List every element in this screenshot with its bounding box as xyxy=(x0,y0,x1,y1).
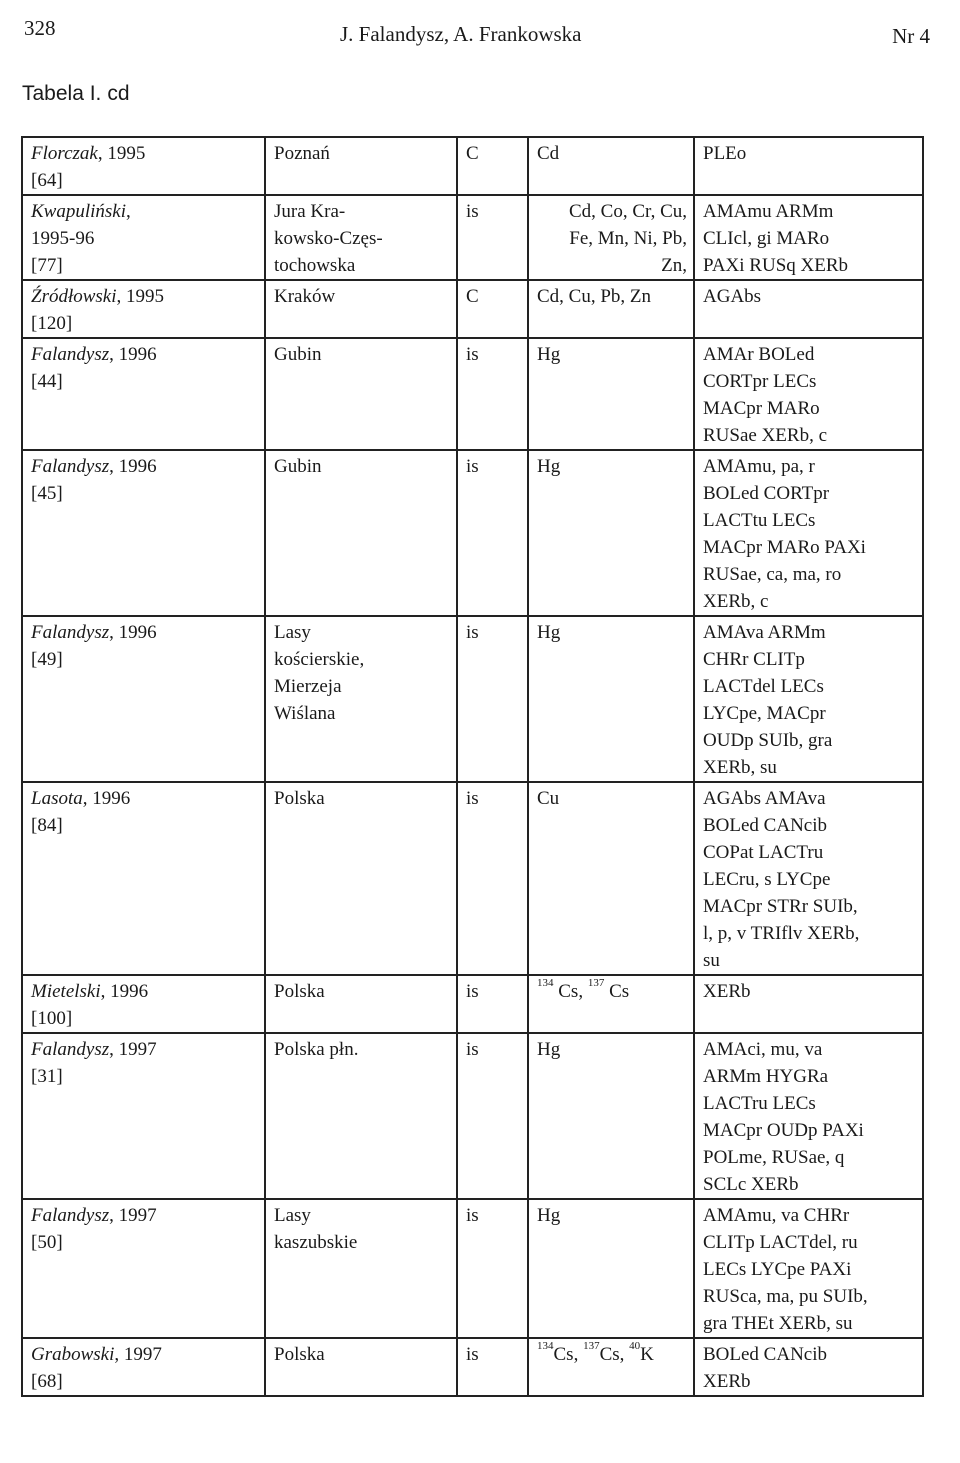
table-body xyxy=(22,137,923,1396)
species-line: SCLc XERb xyxy=(703,1174,799,1195)
region-line: Lasy xyxy=(274,1205,311,1226)
species-line: RUSae, ca, ma, ro xyxy=(703,564,842,585)
author-cell xyxy=(22,338,265,450)
element-line: Hg xyxy=(537,456,561,477)
author-name: Grabowski xyxy=(31,1344,115,1365)
isotope-symbol: Cs xyxy=(604,981,630,1002)
species-line: AGAbs AMAva xyxy=(703,788,826,809)
author-name: Mietelski xyxy=(31,981,101,1002)
issue-number: Nr 4 xyxy=(892,24,930,48)
author-cell xyxy=(22,280,265,338)
species-line: PAXi RUSq XERb xyxy=(703,255,849,276)
table-row xyxy=(22,1199,923,1338)
table-row xyxy=(22,450,923,616)
species-cell xyxy=(694,1033,923,1199)
region-line: Polska xyxy=(274,788,325,809)
author-year: , 1996 xyxy=(82,788,131,809)
author-citation xyxy=(31,198,258,225)
region-cell xyxy=(265,975,457,1033)
species-line: RUSae XERb, c xyxy=(703,425,828,446)
region-line: kowsko-Częs- xyxy=(274,228,383,249)
species-line: BOLed CANcib xyxy=(703,815,828,836)
species-line: LACTru LECs xyxy=(703,1093,816,1114)
table-row xyxy=(22,338,923,450)
isotope-symbol: Cs, xyxy=(553,981,588,1002)
author-cell xyxy=(22,616,265,782)
species-line: AMAmu, pa, r xyxy=(703,456,815,477)
species-line: gra THEt XERb, su xyxy=(703,1313,853,1334)
species-line: AMAva ARMm xyxy=(703,622,826,643)
site-type-cell: C xyxy=(457,137,528,195)
author-name: Florczak xyxy=(31,143,98,164)
species-cell xyxy=(694,280,923,338)
reference-number: [120] xyxy=(31,313,73,334)
species-line: XERb xyxy=(703,981,751,1002)
isotope-mass: 137 xyxy=(583,1340,600,1352)
table-row xyxy=(22,1338,923,1396)
site-type-cell: is xyxy=(457,1199,528,1338)
region-cell xyxy=(265,782,457,975)
species-line: MACpr MARo PAXi xyxy=(703,537,866,558)
elements-cell xyxy=(528,450,694,616)
isotope-symbol: K xyxy=(640,1344,654,1365)
element-line: Cd, Co, Cr, Cu, xyxy=(568,201,687,222)
region-cell xyxy=(265,137,457,195)
author-cell xyxy=(22,195,265,280)
site-type-cell: is xyxy=(457,975,528,1033)
isotope-symbol: Cs, xyxy=(599,1344,630,1365)
species-line: MACpr OUDp PAXi xyxy=(703,1120,864,1141)
species-cell xyxy=(694,975,923,1033)
author-cell xyxy=(22,137,265,195)
author-citation xyxy=(31,140,258,167)
species-line: ARMm HYGRa xyxy=(703,1066,829,1087)
isotope-line xyxy=(537,978,687,1005)
species-line: AMAr BOLed xyxy=(703,344,815,365)
species-cell xyxy=(694,338,923,450)
author-name: Falandysz xyxy=(31,344,110,365)
region-cell xyxy=(265,1199,457,1338)
reference-number: [77] xyxy=(31,255,63,276)
reference-number: [45] xyxy=(31,483,63,504)
species-line: CLITp LACTdel, ru xyxy=(703,1232,858,1253)
elements-cell xyxy=(528,1338,694,1396)
region-cell xyxy=(265,1033,457,1199)
elements-cell xyxy=(528,782,694,975)
author-cell xyxy=(22,782,265,975)
author-citation xyxy=(31,341,258,368)
reference-table xyxy=(21,136,924,1397)
region-line: Polska xyxy=(274,1344,325,1365)
species-line: CLIcl, gi MARo xyxy=(703,228,830,249)
author-cell xyxy=(22,450,265,616)
author-year: , 1997 xyxy=(114,1344,162,1365)
elements-cell xyxy=(528,975,694,1033)
reference-number: [31] xyxy=(31,1066,63,1087)
region-cell xyxy=(265,450,457,616)
author-citation xyxy=(31,785,258,812)
region-line: Polska płn. xyxy=(274,1039,359,1060)
region-line: Mierzeja xyxy=(274,676,342,697)
site-type-cell: is xyxy=(457,782,528,975)
region-line: Gubin xyxy=(274,456,322,477)
species-line: su xyxy=(703,950,720,971)
author-year: , 1996 xyxy=(109,344,157,365)
species-line: l, p, v TRIflv XERb, xyxy=(703,923,860,944)
site-type-cell: is xyxy=(457,1338,528,1396)
running-header-authors: J. Falandysz, A. Frankowska xyxy=(340,22,582,46)
table-row xyxy=(22,137,923,195)
reference-number: [50] xyxy=(31,1232,63,1253)
table-caption-suffix: cd xyxy=(107,82,130,105)
author-year: , 1995 xyxy=(116,286,165,307)
page-number: 328 xyxy=(24,16,56,40)
site-type-cell: is xyxy=(457,616,528,782)
author-cell xyxy=(22,1338,265,1396)
reference-number: [49] xyxy=(31,649,63,670)
species-cell xyxy=(694,195,923,280)
author-year: , 1996 xyxy=(109,456,157,477)
table-row xyxy=(22,280,923,338)
region-cell xyxy=(265,338,457,450)
site-type-cell: is xyxy=(457,338,528,450)
region-line: Poznań xyxy=(274,143,330,164)
species-line: COPat LACTru xyxy=(703,842,824,863)
site-type-cell: is xyxy=(457,195,528,280)
species-line: AMAmu, va CHRr xyxy=(703,1205,850,1226)
author-cell xyxy=(22,1033,265,1199)
species-line: LECs LYCpe PAXi xyxy=(703,1259,852,1280)
isotope-mass: 134 xyxy=(537,1340,554,1352)
element-line: Cd xyxy=(537,143,560,164)
table-caption-label: Tabela I. xyxy=(22,82,102,105)
author-year: , 1997 xyxy=(109,1205,157,1226)
species-cell xyxy=(694,1338,923,1396)
author-year: , 1996 xyxy=(109,622,157,643)
table-row xyxy=(22,782,923,975)
region-line: Lasy xyxy=(274,622,311,643)
isotope-mass: 40 xyxy=(629,1340,641,1352)
region-line: Polska xyxy=(274,981,325,1002)
author-year: , 1997 xyxy=(109,1039,157,1060)
species-line: CHRr CLITp xyxy=(703,649,805,670)
element-line: Hg xyxy=(537,344,561,365)
author-citation xyxy=(31,619,258,646)
species-line: XERb xyxy=(703,1371,751,1392)
reference-number: [68] xyxy=(31,1371,63,1392)
author-name: Kwapuliński xyxy=(31,201,127,222)
species-line: AGAbs xyxy=(703,286,762,307)
species-line: LECru, s LYCpe xyxy=(703,869,831,890)
species-line: OUDp SUIb, gra xyxy=(703,730,833,751)
species-line: PLEo xyxy=(703,143,747,164)
elements-cell xyxy=(528,195,694,280)
species-cell xyxy=(694,450,923,616)
species-line: LACTtu LECs xyxy=(703,510,816,531)
table-row xyxy=(22,1033,923,1199)
author-name: Źródłowski xyxy=(31,286,117,307)
author-year: , 1995 xyxy=(97,143,146,164)
author-name: Falandysz xyxy=(31,622,110,643)
element-line: Hg xyxy=(537,622,561,643)
isotope-mass: 134 xyxy=(537,977,554,989)
reference-number: [64] xyxy=(31,170,63,191)
region-cell xyxy=(265,1338,457,1396)
element-line: Hg xyxy=(537,1205,561,1226)
region-line: Wiślana xyxy=(274,703,336,724)
region-cell xyxy=(265,280,457,338)
element-line: Cu xyxy=(537,788,560,809)
region-cell xyxy=(265,616,457,782)
element-line: Fe, Mn, Ni, Pb, xyxy=(569,228,687,249)
reference-number: [100] xyxy=(31,1008,73,1029)
author-citation xyxy=(31,453,258,480)
author-name: Falandysz xyxy=(31,1039,110,1060)
species-line: AMAmu ARMm xyxy=(703,201,834,222)
elements-cell xyxy=(528,616,694,782)
author-name: Falandysz xyxy=(31,1205,110,1226)
elements-cell xyxy=(528,338,694,450)
element-line: Cd, Cu, Pb, Zn xyxy=(537,286,652,307)
species-line: XERb, c xyxy=(703,591,769,612)
author-name: Falandysz xyxy=(31,456,110,477)
species-line: CORTpr LECs xyxy=(703,371,817,392)
site-type-cell: C xyxy=(457,280,528,338)
species-line: MACpr MARo xyxy=(703,398,820,419)
author-name: Lasota xyxy=(31,788,83,809)
author-year: , xyxy=(126,201,131,222)
region-line: Kraków xyxy=(274,286,336,307)
species-line: RUSca, ma, pu SUIb, xyxy=(703,1286,868,1307)
author-year: , 1996 xyxy=(100,981,149,1002)
author-citation xyxy=(31,978,258,1005)
region-line: tochowska xyxy=(274,255,356,276)
species-cell xyxy=(694,782,923,975)
author-citation xyxy=(31,1202,258,1229)
table-row xyxy=(22,616,923,782)
site-type-cell: is xyxy=(457,1033,528,1199)
elements-cell xyxy=(528,1033,694,1199)
author-citation xyxy=(31,1341,258,1368)
element-line: Hg xyxy=(537,1039,561,1060)
author-cell xyxy=(22,1199,265,1338)
author-year: 1995-96 xyxy=(31,228,95,249)
table-row xyxy=(22,195,923,280)
site-type-cell: is xyxy=(457,450,528,616)
isotope-line xyxy=(537,1341,687,1368)
reference-number: [44] xyxy=(31,371,63,392)
author-cell xyxy=(22,975,265,1033)
species-line: POLme, RUSae, q xyxy=(703,1147,845,1168)
species-line: LYCpe, MACpr xyxy=(703,703,826,724)
reference-number: [84] xyxy=(31,815,63,836)
elements-cell xyxy=(528,137,694,195)
species-cell xyxy=(694,137,923,195)
species-line: BOLed CORTpr xyxy=(703,483,830,504)
region-line: Jura Kra- xyxy=(274,201,346,222)
species-cell xyxy=(694,1199,923,1338)
author-citation xyxy=(31,1036,258,1063)
author-citation xyxy=(31,283,258,310)
region-cell xyxy=(265,195,457,280)
species-cell xyxy=(694,616,923,782)
species-line: XERb, su xyxy=(703,757,777,778)
element-line: Zn, xyxy=(661,255,687,276)
species-line: LACTdel LECs xyxy=(703,676,824,697)
isotope-symbol: Cs, xyxy=(553,1344,584,1365)
species-line: AMAci, mu, va xyxy=(703,1039,823,1060)
region-line: kościerskie, xyxy=(274,649,365,670)
table-caption xyxy=(22,82,130,106)
species-line: BOLed CANcib xyxy=(703,1344,828,1365)
elements-cell xyxy=(528,280,694,338)
species-line: MACpr STRr SUIb, xyxy=(703,896,858,917)
table-row xyxy=(22,975,923,1033)
isotope-mass: 137 xyxy=(587,977,605,989)
region-line: Gubin xyxy=(274,344,322,365)
elements-cell xyxy=(528,1199,694,1338)
region-line: kaszubskie xyxy=(274,1232,358,1253)
